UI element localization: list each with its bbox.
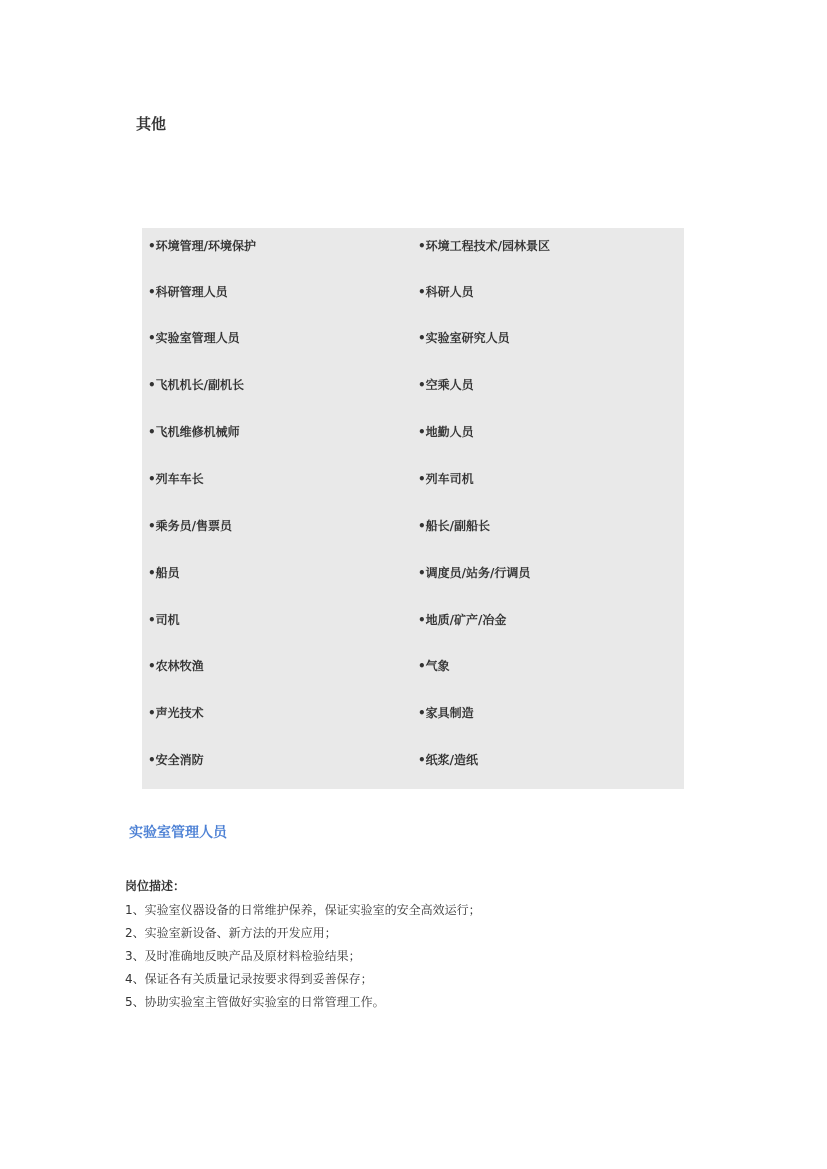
category-item[interactable]: •科研管理人员 bbox=[148, 285, 228, 299]
category-item[interactable]: •环境工程技术/园林景区 bbox=[418, 239, 551, 253]
category-item[interactable]: •环境管理/环境保护 bbox=[148, 239, 257, 253]
category-item[interactable]: •家具制造 bbox=[418, 706, 474, 720]
category-item[interactable]: •实验室管理人员 bbox=[148, 331, 240, 345]
duty-item: 3、及时准确地反映产品及原材料检验结果； bbox=[125, 949, 361, 963]
category-item[interactable]: •声光技术 bbox=[148, 706, 204, 720]
job-title-link[interactable]: 实验室管理人员 bbox=[129, 825, 227, 841]
duty-item: 2、实验室新设备、新方法的开发应用； bbox=[125, 926, 337, 940]
category-item[interactable]: •船长/副船长 bbox=[418, 519, 491, 533]
section-title: 其他 bbox=[136, 115, 167, 133]
category-grid bbox=[142, 228, 684, 789]
category-item[interactable]: •纸浆/造纸 bbox=[418, 753, 479, 767]
category-item[interactable]: •气象 bbox=[418, 659, 450, 673]
category-item[interactable]: •实验室研究人员 bbox=[418, 331, 510, 345]
category-item[interactable]: •列车司机 bbox=[418, 472, 474, 486]
category-item[interactable]: •司机 bbox=[148, 613, 180, 627]
duty-item: 4、保证各有关质量记录按要求得到妥善保存； bbox=[125, 972, 373, 986]
category-item[interactable]: •调度员/站务/行调员 bbox=[418, 566, 531, 580]
duty-item: 5、协助实验室主管做好实验室的日常管理工作。 bbox=[125, 995, 385, 1009]
category-item[interactable]: •安全消防 bbox=[148, 753, 204, 767]
category-item[interactable]: •乘务员/售票员 bbox=[148, 519, 233, 533]
category-item[interactable]: •飞机机长/副机长 bbox=[148, 378, 245, 392]
category-item[interactable]: •空乘人员 bbox=[418, 378, 474, 392]
category-item[interactable]: •地勤人员 bbox=[418, 425, 474, 439]
category-item[interactable]: •船员 bbox=[148, 566, 180, 580]
category-item[interactable]: •飞机维修机械师 bbox=[148, 425, 240, 439]
duty-item: 1、实验室仪器设备的日常维护保养，保证实验室的安全高效运行； bbox=[125, 903, 481, 917]
category-item[interactable]: •农林牧渔 bbox=[148, 659, 204, 673]
category-item[interactable]: •列车车长 bbox=[148, 472, 204, 486]
description-label: 岗位描述： bbox=[125, 879, 186, 893]
category-item[interactable]: •地质/矿产/冶金 bbox=[418, 613, 507, 627]
category-item[interactable]: •科研人员 bbox=[418, 285, 474, 299]
duty-list bbox=[125, 899, 481, 1014]
